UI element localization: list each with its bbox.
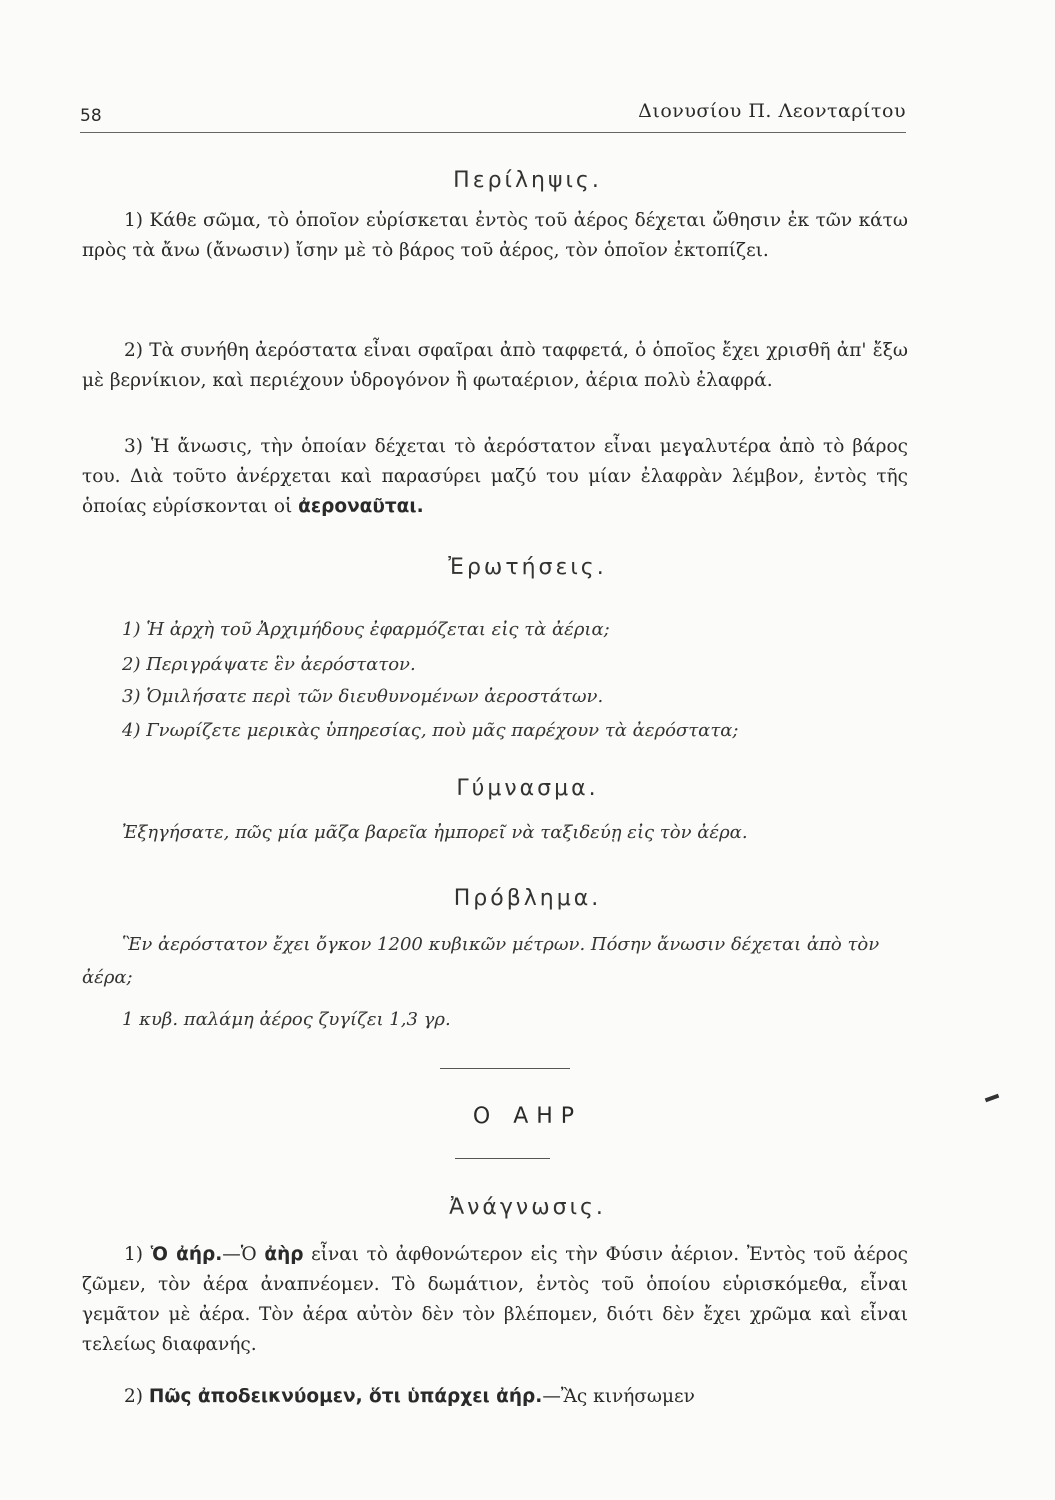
question-item: 1) Ἡ ἀρχὴ τοῦ Ἀρχιμήδους ἐφαρμόζεται εἰς τὰ ἀέρια; bbox=[122, 619, 610, 640]
exercise-text: Ἐξηγήσατε, πῶς μία μᾶζα βαρεῖα ἠμπορεῖ νὰ ταξιδεύῃ εἰς τὸν ἀέρα. bbox=[122, 822, 748, 843]
question-item: 4) Γνωρίζετε μερικὰς ὑπηρεσίας, ποὺ μᾶς παρέχουν τὰ ἀερόστατα; bbox=[122, 720, 739, 741]
summary-heading: Περίληψις. bbox=[453, 168, 602, 193]
reading-p2-bold: Πῶς ἀποδεικνύομεν, ὅτι ὑπάρχει ἀήρ. bbox=[148, 1386, 543, 1407]
summary-paragraph-3-text: 3) Ἡ ἄνωσις, τὴν ὁποίαν δέχεται τὸ ἀερόστατον εἶναι μεγαλυτέρα ἀπὸ τὸ βάρος του. Διὰ τοῦτο ἀνέρχεται καὶ παρασύρει μαζύ του μίαν ἐλαφρὰν λέμβον, ἐντὸς τῆς ὁποίας εὑρίσκονται οἱ bbox=[82, 436, 908, 517]
reading-p1-number: 1) bbox=[124, 1244, 143, 1265]
reading-p2-number: 2) bbox=[124, 1386, 143, 1407]
reading-p1-dash: —Ὁ bbox=[222, 1244, 257, 1265]
running-head: Διονυσίου Π. Λεονταρίτου bbox=[638, 100, 906, 122]
reading-heading: Ἀνάγνωσις. bbox=[449, 1195, 606, 1220]
problem-heading: Πρόβλημα. bbox=[453, 886, 602, 911]
questions-heading: Ἐρωτήσεις. bbox=[448, 555, 607, 580]
reading-p2-text: —Ἂς κινήσωμεν bbox=[542, 1386, 695, 1407]
summary-paragraph-2: 2) Τὰ συνήθη ἀερόστατα εἶναι σφαῖραι ἀπὸ ταφφετά, ὁ ὁποῖος ἔχει χρισθῆ ἀπ' ἔξω μὲ βερνίκιον, καὶ περιέχουν ὑδρογόνον ἢ φωταέριον, ἀέρια πολὺ ἐλαφρά. bbox=[82, 340, 908, 391]
summary-paragraph-1: 1) Κάθε σῶμα, τὸ ὁποῖον εὑρίσκεται ἐντὸς τοῦ ἀέρος δέχεται ὤθησιν ἐκ τῶν κάτω πρὸς τὰ ἄνω (ἄνωσιν) ἴσην μὲ τὸ βάρος τοῦ ἀέρος, τὸν ὁποῖον ἐκτοπίζει. bbox=[82, 210, 908, 261]
question-item: 2) Περιγράψατε ἓν ἀερόστατον. bbox=[122, 654, 416, 675]
margin-mark bbox=[985, 1094, 1000, 1103]
section-title: Ο ΑΗΡ bbox=[472, 1104, 583, 1129]
problem-note: 1 κυβ. παλάμη ἀέρος ζυγίζει 1,3 γρ. bbox=[122, 1009, 451, 1030]
reading-paragraph-2 bbox=[82, 1382, 908, 1412]
reading-p1-bold: Ὁ ἀήρ. bbox=[150, 1244, 223, 1265]
section-divider-bottom bbox=[455, 1158, 550, 1159]
summary-bold-term: ἀεροναῦται. bbox=[298, 496, 424, 517]
reading-p1-text: εἶναι τὸ ἀφθονώτερον εἰς τὴν Φύσιν ἀέριον. Ἐντὸς τοῦ ἀέρος ζῶμεν, τὸν ἀέρα ἀναπνέομεν. Τὸ δωμάτιον, ἐντὸς τοῦ ὁποίου εὑρισκόμεθα, εἶναι γεμᾶτον μὲ ἀέρα. Τὸν ἀέρα αὐτὸν δὲν τὸν βλέπομεν, διότι δὲν ἔχει χρῶμα καὶ εἶναι τελείως διαφανής. bbox=[82, 1244, 908, 1355]
summary-paragraph-3 bbox=[82, 432, 908, 522]
section-divider-top bbox=[440, 1068, 570, 1069]
problem-text: Ἓν ἀερόστατον ἔχει ὄγκον 1200 κυβικῶν μέτρων. Πόσην ἄνωσιν δέχεται ἀπὸ τὸν ἀέρα; bbox=[82, 934, 880, 988]
page-header bbox=[80, 92, 906, 133]
page-number: 58 bbox=[80, 106, 102, 126]
reading-paragraph-1 bbox=[82, 1240, 908, 1360]
reading-p1-bold-2: ἀὴρ bbox=[264, 1244, 304, 1265]
exercise-heading: Γύμνασμα. bbox=[456, 776, 599, 801]
question-item: 3) Ὁμιλήσατε περὶ τῶν διευθυνομένων ἀεροστάτων. bbox=[122, 686, 604, 707]
